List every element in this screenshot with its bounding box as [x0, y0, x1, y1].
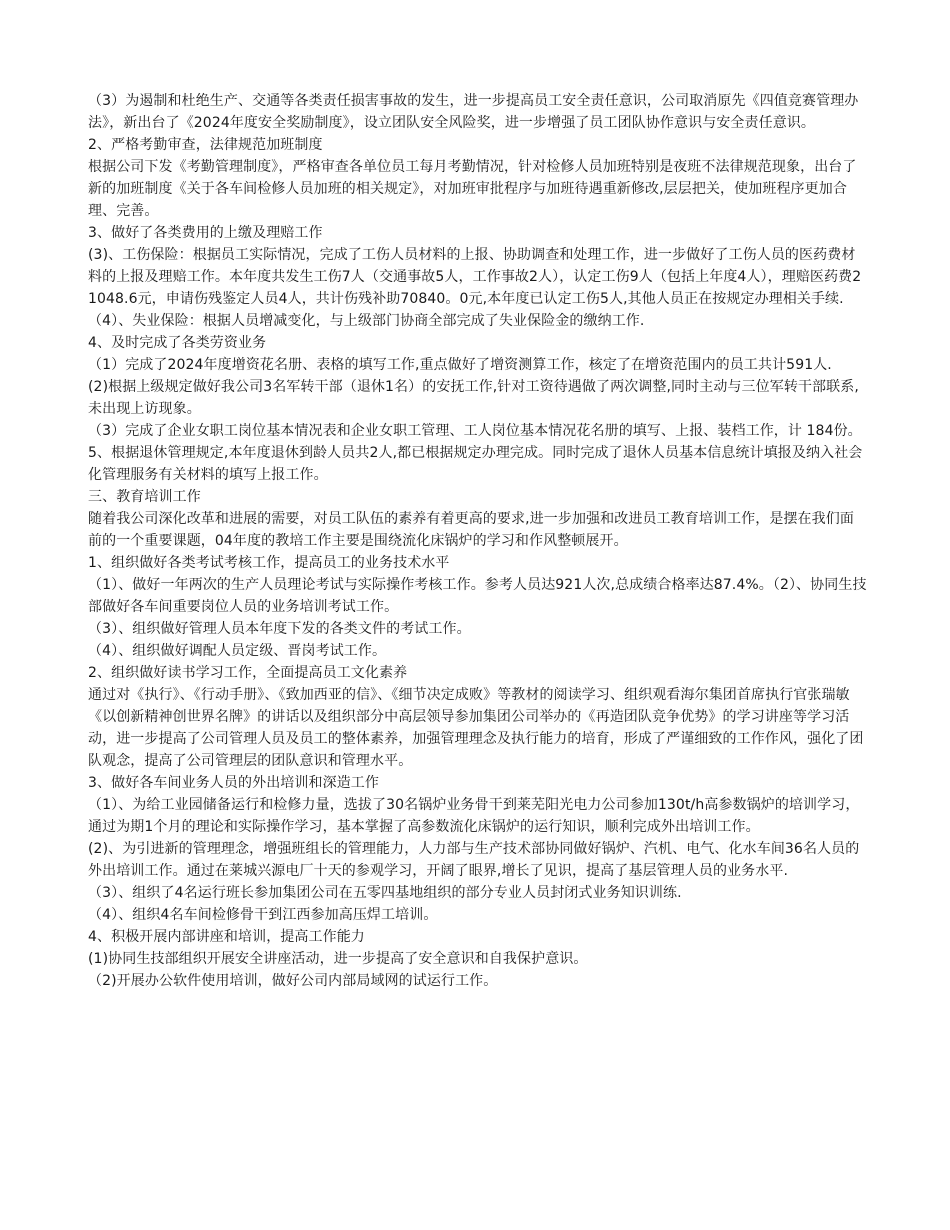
- paragraph: 5、根据退休管理规定,本年度退休到龄人员共2人,都已根据规定办理完成。同时完成了退休人员基本信息统计填报及纳入社会化管理服务有关材料的填写上报工作。: [88, 445, 863, 483]
- paragraph: （4）、组织做好调配人员定级、晋岗考试工作。: [88, 643, 387, 659]
- section-heading: 1、组织做好各类考试考核工作，提高员工的业务技术水平: [88, 555, 450, 571]
- paragraph: （3）为遏制和杜绝生产、交通等各类责任损害事故的发生，进一步提高员工安全责任意识，公司取消原先《四值竞赛管理办法》，新出台了《2024年度安全奖励制度》，设立团队安全风险奖，进一步增强了员工团队协作意识与安全责任意识。: [88, 93, 859, 131]
- paragraph: (2)根据上级规定做好我公司3名军转干部（退休1名）的安抚工作,针对工资待遇做了两次调整,同时主动与三位军转干部联系,未出现上访现象。: [88, 379, 859, 417]
- paragraph: （1）完成了2024年度增资花名册、表格的填写工作,重点做好了增资测算工作，核定了在增资范围内的员工共计591人.: [88, 357, 832, 373]
- paragraph: (2)、为引进新的管理理念，增强班组长的管理能力，人力部与生产技术部协同做好锅炉、汽机、电气、化水车间36名人员的外出培训工作。通过在莱城兴源电厂十天的参观学习，开阔了眼界,增长了见识，提高了基层管理人员的业务水平.: [88, 841, 860, 879]
- paragraph: 通过对《执行》、《行动手册》、《致加西亚的信》、《细节决定成败》等教材的阅读学习、组织观看海尔集团首席执行官张瑞敏《以创新精神创世界名牌》的讲话以及组织部分中高层领导参加集团公司举办的《再造团队竞争优势》的学习讲座等学习活动，进一步提高了公司管理人员及员工的整体素养，加强管理理念及执行能力的培育，形成了严谨细致的工作作风，强化了团队观念，提高了公司管理层的团队意识和管理水平。: [88, 687, 864, 769]
- document-page: [88, 90, 868, 992]
- section-heading: 4、积极开展内部讲座和培训，提高工作能力: [88, 929, 365, 945]
- chapter-heading: 三、教育培训工作: [88, 489, 201, 505]
- paragraph: (1)协同生技部组织开展安全讲座活动，进一步提高了安全意识和自我保护意识。: [88, 951, 588, 967]
- section-heading: 4、及时完成了各类劳资业务: [88, 335, 267, 351]
- paragraph: （3）完成了企业女职工岗位基本情况表和企业女职工管理、工人岗位基本情况花名册的填写、上报、装档工作，计 184份。: [88, 423, 862, 439]
- section-heading: 2、严格考勤审查，法律规范加班制度: [88, 137, 323, 153]
- paragraph: (3)、工伤保险：根据员工实际情况，完成了工伤人员材料的上报、协助调查和处理工作，进一步做好了工伤人员的医药费材料的上报及理赔工作。本年度共发生工伤7人（交通事故5人，工作事故2人），认定工伤9人（包括上年度4人），理赔医药费21048.6元，申请伤残鉴定人员4人，共计伤残补助70840。0元,本年度已认定工伤5人,其他人员正在按规定办理相关手续.: [88, 247, 862, 307]
- paragraph: 根据公司下发《考勤管理制度》，严格审查各单位员工每月考勤情况，针对检修人员加班特别是夜班不法律规范现象，出台了新的加班制度《关于各车间检修人员加班的相关规定》，对加班审批程序与加班待遇重新修改,层层把关，使加班程序更加合理、完善。: [88, 159, 857, 219]
- section-heading: 3、做好各车间业务人员的外出培训和深造工作: [88, 775, 380, 791]
- section-heading: 2、组织做好读书学习工作，全面提高员工文化素养: [88, 665, 408, 681]
- section-heading: 3、做好了各类费用的上缴及理赔工作: [88, 225, 323, 241]
- paragraph: （4）、组织4名车间检修骨干到江西参加高压焊工培训。: [88, 907, 438, 923]
- paragraph: （2)开展办公软件使用培训，做好公司内部局域网的试运行工作。: [88, 973, 498, 989]
- paragraph: （3）、组织了4名运行班长参加集团公司在五零四基地组织的部分专业人员封闭式业务知识训练.: [88, 885, 682, 901]
- paragraph: （1）、为给工业园储备运行和检修力量，选拔了30名锅炉业务骨干到莱芜阳光电力公司参加130t/h高参数锅炉的培训学习，通过为期1个月的理论和实际操作学习，基本掌握了高参数流化床锅炉的运行知识，顺利完成外出培训工作。: [88, 797, 860, 835]
- paragraph: （4）、失业保险：根据人员增减变化，与上级部门协商全部完成了失业保险金的缴纳工作.: [88, 313, 645, 329]
- paragraph: （3）、组织做好管理人员本年度下发的各类文件的考试工作。: [88, 621, 471, 637]
- paragraph: （1）、做好一年两次的生产人员理论考试与实际操作考核工作。参考人员达921人次,总成绩合格率达87.4%。（2）、协同生技部做好各车间重要岗位人员的业务培训考试工作。: [88, 577, 867, 615]
- paragraph: 随着我公司深化改革和进展的需要，对员工队伍的素养有着更高的要求,进一步加强和改进员工教育培训工作，是摆在我们面前的一个重要课题，04年度的教培工作主要是围绕流化床锅炉的学习和作风整顿展开。: [88, 511, 854, 549]
